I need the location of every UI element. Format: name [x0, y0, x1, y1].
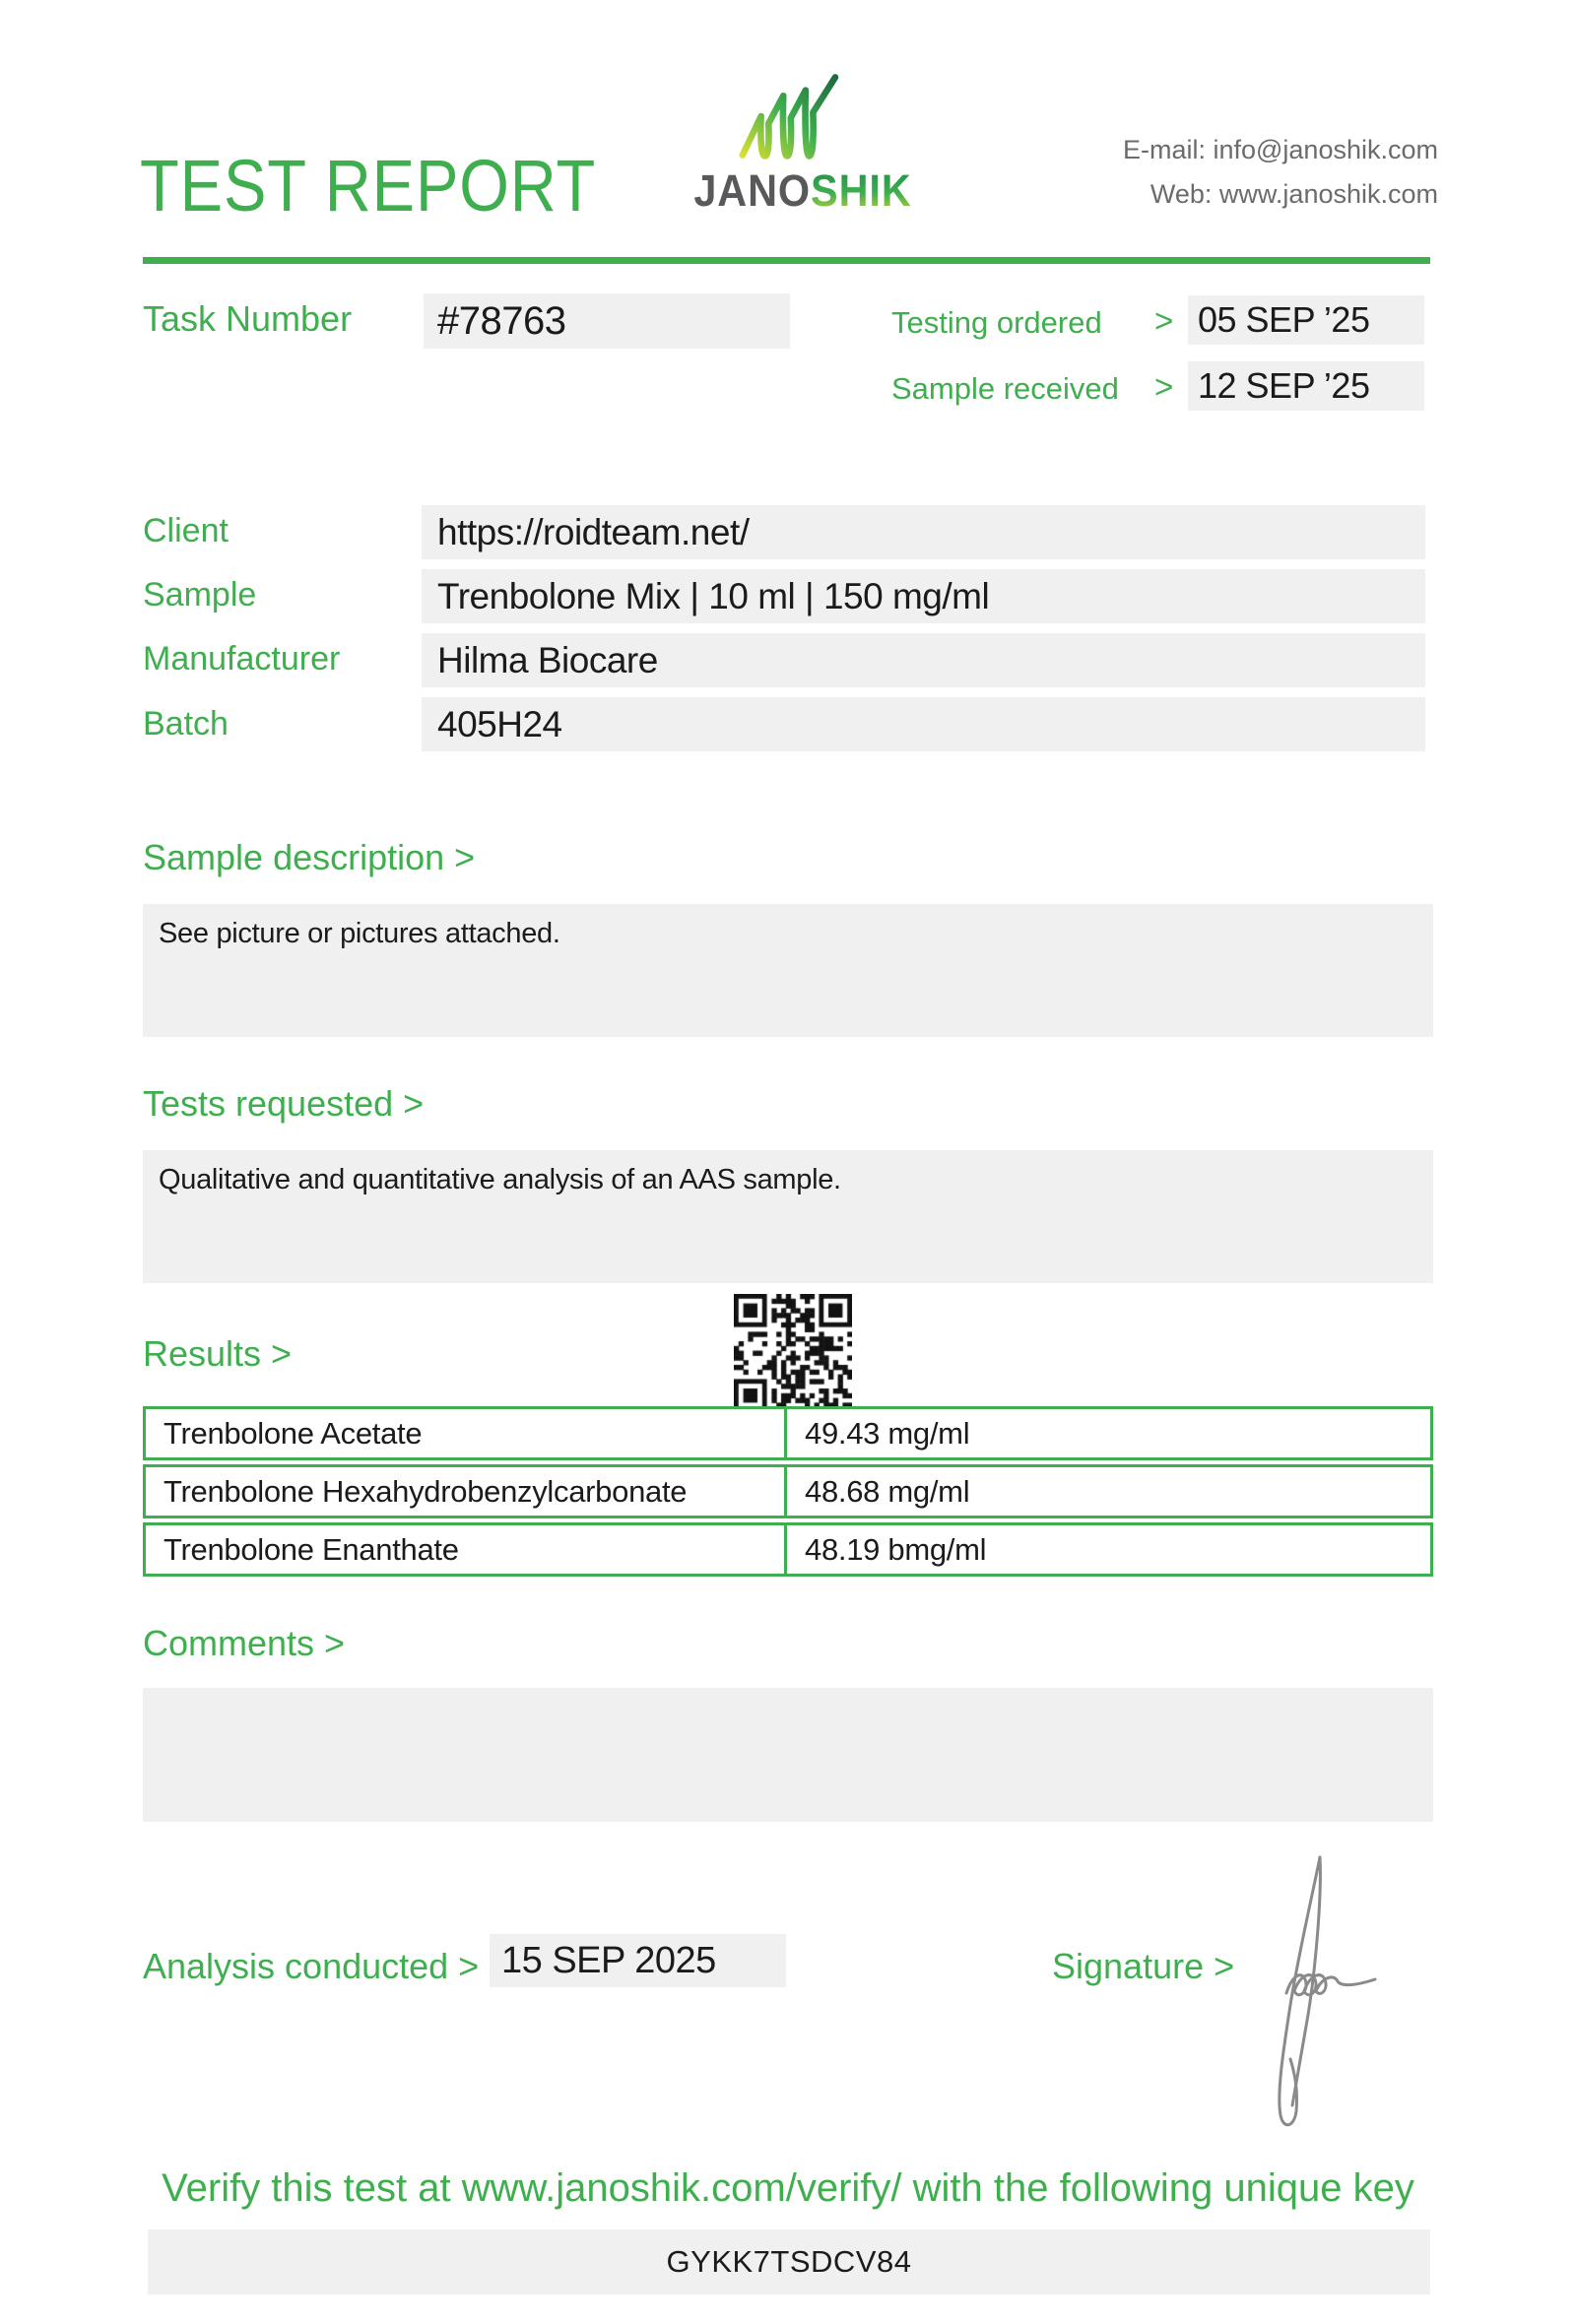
logo-wordmark — [690, 165, 916, 217]
signature-scribble — [1251, 1847, 1418, 2133]
table-row — [143, 1522, 1433, 1577]
analyte-name: Trenbolone Enanthate — [146, 1525, 787, 1574]
comments-box — [143, 1688, 1433, 1822]
batch-label: Batch — [143, 705, 229, 742]
janoshik-logo — [680, 69, 926, 217]
results-table — [143, 1406, 1433, 1581]
tests-requested-text: Qualitative and quantitative analysis of an AAS sample. — [159, 1164, 841, 1195]
sample-description-text: See picture or pictures attached. — [159, 918, 560, 949]
analyte-value: 48.19 bmg/ml — [805, 1532, 987, 1567]
chevron-right-icon: > — [1154, 368, 1174, 405]
analyte-name: Trenbolone Acetate — [146, 1409, 787, 1457]
sample-label: Sample — [143, 576, 257, 613]
manufacturer-field — [422, 633, 1425, 687]
signature-label: Signature > — [1052, 1946, 1235, 1986]
manufacturer-value: Hilma Biocare — [437, 640, 658, 680]
comments-text — [143, 1688, 1433, 1702]
testing-ordered-field — [1188, 295, 1424, 345]
logo-text-jano: JANO — [693, 165, 812, 216]
header-divider — [143, 257, 1430, 264]
verify-instruction: Verify this test at www.janoshik.com/verify/ with the following unique key — [162, 2166, 1414, 2210]
sample-value: Trenbolone Mix | 10 ml | 150 mg/ml — [437, 576, 990, 616]
results-heading: Results > — [143, 1333, 293, 1374]
task-number-field — [424, 293, 790, 349]
task-number-value: #78763 — [437, 299, 566, 343]
manufacturer-label: Manufacturer — [143, 640, 341, 678]
sample-field — [422, 569, 1425, 623]
qr-code — [734, 1294, 852, 1412]
logo-text-shik: SHIK — [811, 165, 912, 216]
analysis-date-value: 15 SEP 2025 — [501, 1940, 716, 1981]
verify-key-value: GYKK7TSDCV84 — [666, 2244, 912, 2279]
testing-ordered-label: Testing ordered — [891, 305, 1102, 340]
client-value: https://roidteam.net/ — [437, 512, 750, 552]
analysis-conducted-label: Analysis conducted > — [143, 1946, 480, 1986]
sample-received-field — [1188, 361, 1424, 411]
analysis-date-field — [490, 1934, 786, 1987]
analyte-value: 49.43 mg/ml — [805, 1416, 970, 1451]
verify-key-field — [148, 2229, 1430, 2294]
comments-heading: Comments > — [143, 1623, 346, 1663]
analyte-value: 48.68 mg/ml — [805, 1474, 970, 1509]
sample-description-box — [143, 904, 1433, 1037]
batch-field — [422, 697, 1425, 751]
tests-requested-box — [143, 1150, 1433, 1283]
contact-web: Web: www.janoshik.com — [1149, 179, 1438, 209]
contact-email: E-mail: info@janoshik.com — [1122, 135, 1438, 164]
sample-received-label: Sample received — [891, 371, 1119, 406]
batch-value: 405H24 — [437, 704, 562, 744]
testing-ordered-value: 05 SEP ’25 — [1198, 299, 1370, 340]
page-title: TEST REPORT — [140, 145, 597, 226]
chevron-right-icon: > — [1154, 302, 1174, 339]
sample-description-heading: Sample description > — [143, 837, 476, 877]
contact-info — [946, 128, 1438, 217]
sample-received-value: 12 SEP ’25 — [1198, 365, 1370, 406]
chart-growth-logo-icon — [724, 69, 882, 163]
task-number-label: Task Number — [143, 298, 353, 339]
analyte-name: Trenbolone Hexahydrobenzylcarbonate — [146, 1467, 787, 1516]
tests-requested-heading: Tests requested > — [143, 1083, 425, 1124]
table-row — [143, 1464, 1433, 1518]
client-field — [422, 505, 1425, 559]
table-row — [143, 1406, 1433, 1460]
client-label: Client — [143, 512, 229, 549]
